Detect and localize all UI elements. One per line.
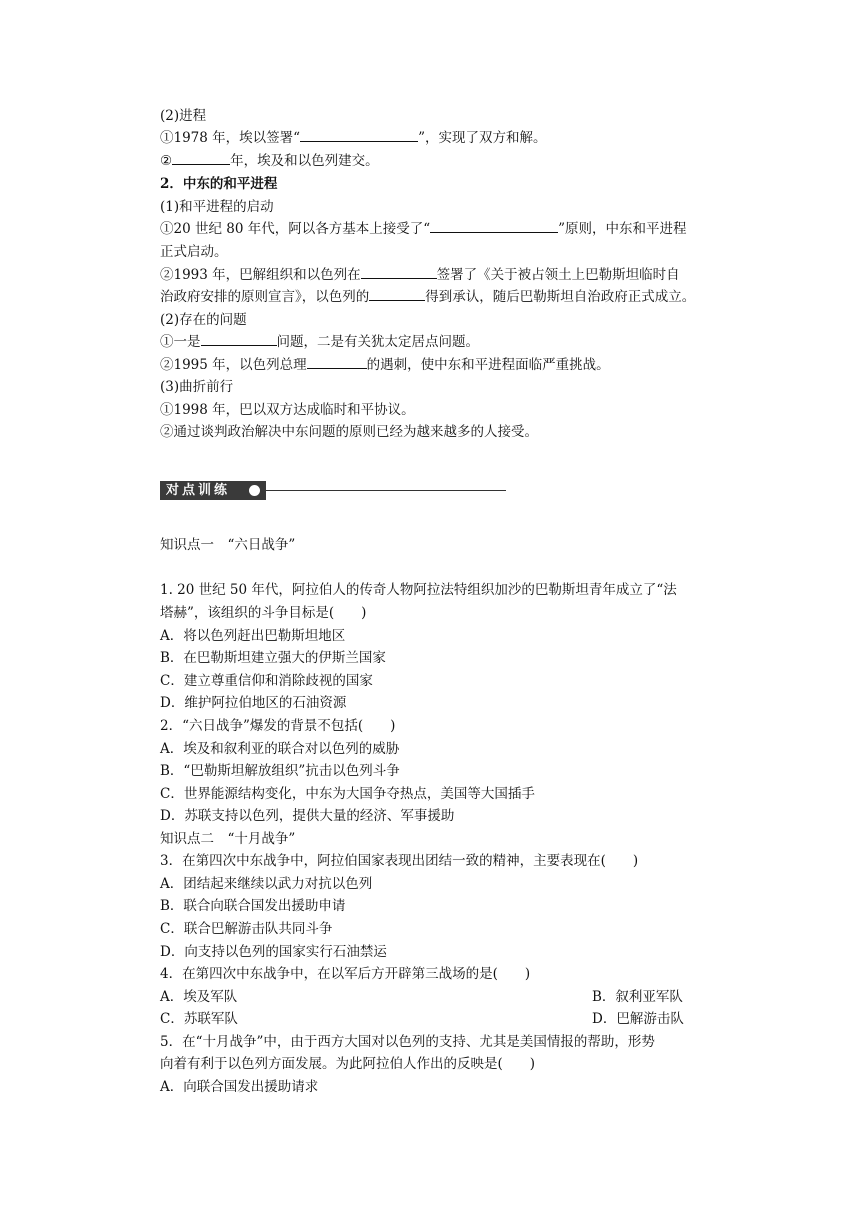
q1-option-b: B．在巴勒斯坦建立强大的伊斯兰国家 (160, 650, 386, 666)
q5-stem-line1: 5．在“十月战争”中，由于西方大国对以色列的支持、尤其是美国情报的帮助，形势 (160, 1034, 655, 1050)
q4-option-a: A．埃及军队 (160, 989, 238, 1005)
line-start-formal: 正式启动。 (160, 244, 228, 260)
section-divider (266, 490, 506, 491)
line-1980s: ①20 世纪 80 年代，阿以各方基本上接受了“ ”原则，中东和平进程 (160, 221, 687, 237)
q1-option-c: C．建立尊重信仰和消除歧视的国家 (160, 673, 373, 689)
line-1978: ①1978 年，埃以签署“ ”，实现了双方和解。 (160, 130, 547, 146)
subheading-start: (1)和平进程的启动 (160, 199, 274, 215)
q3-option-a: A．团结起来继续以武力对抗以色列 (160, 876, 373, 892)
q2-option-b: B．“巴勒斯坦解放组织”抗击以色列斗争 (160, 763, 400, 779)
q4-options-row1 (160, 988, 730, 1006)
fill-blank (201, 333, 277, 346)
line-diplomatic: ② 年，埃及和以色列建交。 (160, 153, 379, 169)
badge-dot-icon (249, 485, 260, 496)
knowledge-point-2: 知识点二 “十月战争” (160, 831, 296, 847)
heading-peace-process: 2．中东的和平进程 (160, 176, 278, 192)
line-1998: ①1998 年，巴以双方达成临时和平协议。 (160, 402, 415, 418)
q3-option-b: B．联合向联合国发出援助申请 (160, 898, 346, 914)
q2-stem: 2．“六日战争”爆发的背景不包括( ) (160, 718, 396, 734)
q1-stem-line1: 1. 20 世纪 50 年代，阿拉伯人的传奇人物阿拉法特组织加沙的巴勒斯坦青年成立了“法 (160, 582, 677, 598)
q1-option-a: A．将以色列赶出巴勒斯坦地区 (160, 628, 346, 644)
fill-blank (361, 266, 437, 279)
q1-stem-line2: 塔赫”，该组织的斗争目标是( ) (160, 605, 367, 621)
line-negotiation: ②通过谈判政治解决中东问题的原则已经为越来越多的人接受。 (160, 424, 538, 440)
line-1995: ②1995 年，以色列总理 的遇刺，使中东和平进程面临严重挑战。 (160, 357, 610, 373)
q3-option-c: C．联合巴解游击队共同斗争 (160, 921, 333, 937)
q1-option-d: D．维护阿拉伯地区的石油资源 (160, 695, 347, 711)
line-1993: ②1993 年，巴解组织和以色列在 签署了《关于被占领土上巴勒斯坦临时自 (160, 267, 680, 283)
q4-options-row2 (160, 1010, 730, 1028)
subheading-twists: (3)曲折前行 (160, 379, 234, 395)
fill-blank (300, 129, 418, 142)
fill-blank (307, 356, 367, 369)
q4-option-c: C．苏联军队 (160, 1011, 238, 1027)
q2-option-c: C．世界能源结构变化，中东为大国争夺热点，美国等大国插手 (160, 786, 535, 802)
q2-option-a: A．埃及和叙利亚的联合对以色列的威胁 (160, 741, 400, 757)
q4-option-d: D．巴解游击队 (592, 1011, 684, 1027)
knowledge-point-1: 知识点一 “六日战争” (160, 537, 296, 553)
fill-blank (172, 152, 230, 165)
q2-option-d: D．苏联支持以色列，提供大量的经济、军事援助 (160, 808, 455, 824)
line-problem-1: ①一是 问题，二是有关犹太定居点问题。 (160, 334, 479, 350)
subheading-problems: (2)存在的问题 (160, 312, 247, 328)
line-declaration: 治政府安排的原则宣言》，以色列的 得到承认，随后巴勒斯坦自治政府正式成立。 (160, 289, 696, 305)
q4-stem: 4．在第四次中东战争中，在以军后方开辟第三战场的是( ) (160, 966, 531, 982)
q3-option-d: D．向支持以色列的国家实行石油禁运 (160, 944, 387, 960)
q5-stem-line2: 向着有利于以色列方面发展。为此阿拉伯人作出的反映是( ) (160, 1056, 536, 1072)
fill-blank (430, 220, 558, 233)
q5-option-a: A．向联合国发出援助请求 (160, 1079, 319, 1095)
section-badge-practice: 对点训练 (160, 481, 266, 500)
fill-blank (369, 288, 425, 301)
subheading-progress: (2)进程 (160, 108, 207, 124)
q4-option-b: B．叙利亚军队 (592, 989, 683, 1005)
q3-stem: 3．在第四次中东战争中，阿拉伯国家表现出团结一致的精神，主要表现在( ) (160, 853, 639, 869)
